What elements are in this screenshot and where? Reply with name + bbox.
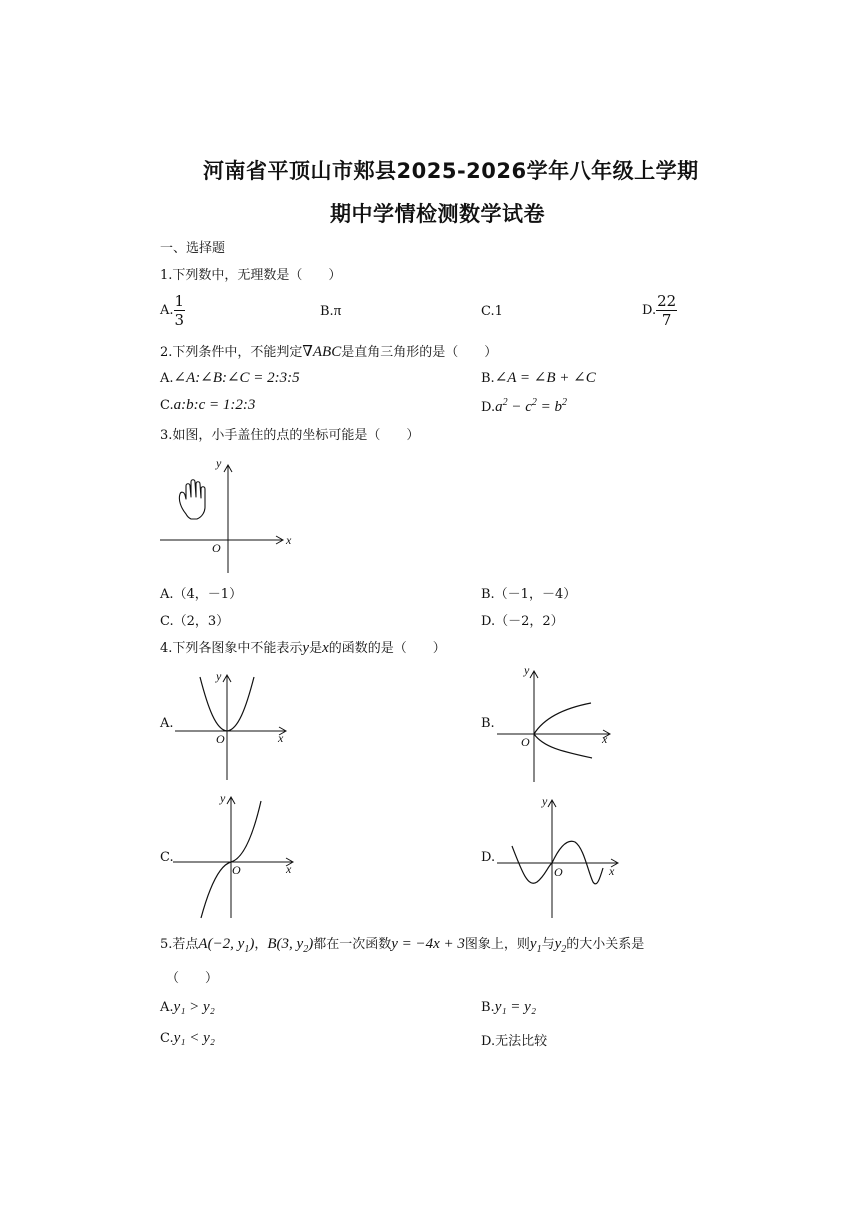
option-value: y₁ < y₂ (173, 1030, 215, 1046)
q3-stem: 3.如图，小手盖住的点的坐标可能是（ ） (160, 428, 420, 443)
q3-option-b[interactable]: B.（－1，－4） (481, 587, 577, 602)
var-y1 (529, 936, 542, 955)
triangle-abc: ∇ABC (302, 344, 342, 360)
q5-option-d[interactable] (481, 1030, 547, 1049)
option-value: a:b:c = 1:2:3 (173, 397, 256, 413)
q5-option-a[interactable] (160, 999, 215, 1016)
y-axis-label: y (542, 794, 548, 808)
x-axis-label: x (602, 732, 608, 746)
exponent: 2 (502, 397, 508, 408)
q4-graph-a (175, 669, 286, 780)
q2-stem-post: 是直角三角形的是（ ） (341, 345, 498, 360)
q4-graph-d (497, 794, 618, 918)
q4-option-b[interactable]: B. (481, 716, 495, 731)
q2-stem-pre: 2.下列条件中，不能判定 (160, 345, 303, 360)
numerator: 22 (657, 292, 677, 310)
q5-stem: 5.若点A(−2, $y_1$)，B(3, $y_2$)都在一次函数y = −4x + 3图象上，则$y_1$与$y_2$的大小关系是 (160, 936, 645, 955)
q4-graph-c (173, 791, 293, 918)
option-value: ∠A:∠B:∠C = 2:3:5 (173, 370, 300, 386)
linear-function: y = −4x + 3 (391, 936, 465, 952)
q4-graph-b (497, 663, 610, 782)
var-y: y (302, 640, 310, 656)
option-label: B. (481, 1000, 495, 1015)
origin-label: O (521, 735, 530, 749)
var: y (554, 936, 562, 952)
origin-label: O (212, 541, 221, 555)
option-label: D. (642, 303, 657, 318)
q5-stem-mid2: 图象上，则 (464, 937, 530, 952)
section-heading: 一、选择题 (160, 241, 226, 256)
point-a-text: A(−2, y (198, 936, 245, 952)
q4-option-d[interactable]: D. (481, 850, 496, 865)
x-axis-label: x (286, 862, 292, 876)
option-label: C. (481, 304, 495, 319)
option-value: y₁ > y₂ (173, 999, 215, 1015)
q5-stem-post: 的大小关系是 (566, 937, 645, 952)
option-label: D. (481, 400, 496, 415)
subscript: 2 (561, 944, 567, 955)
q5-option-b[interactable] (481, 999, 536, 1016)
x-axis-label: x (286, 533, 292, 547)
denominator: 7 (661, 311, 672, 329)
q5-stem-mid: 都在一次函数 (313, 937, 392, 952)
origin-label: O (232, 863, 241, 877)
q4-stem-post: 的函数的是（ ） (328, 641, 446, 656)
subscript: 1 (536, 944, 542, 955)
conjunction: 与 (541, 937, 555, 952)
x-axis-label: x (278, 731, 284, 745)
y-axis-label: y (216, 456, 222, 470)
point-a: A(−2, $y_1$) (198, 936, 255, 955)
q4-option-a[interactable]: A. (160, 716, 174, 731)
var: y (529, 936, 537, 952)
option-label: A. (160, 1000, 174, 1015)
q5-stem-pre: 5.若点 (160, 937, 199, 952)
option-label: C. (160, 1031, 174, 1046)
option-label: D. (481, 1034, 496, 1049)
q4-stem-mid: 是 (309, 641, 323, 656)
page-title-line1: 河南省平顶山市郏县2025-2026学年八年级上学期 (203, 159, 699, 183)
q5-option-c[interactable] (160, 1030, 215, 1047)
q4-stem-pre: 4.下列各图象中不能表示 (160, 641, 303, 656)
y-axis-label: y (216, 669, 222, 683)
option-value: 1 (494, 304, 503, 319)
var-a: a (495, 399, 503, 415)
var-x: x (322, 640, 329, 656)
q3-option-a[interactable]: A.（4，－1） (160, 587, 243, 602)
q3-option-d[interactable]: D.（－2，2） (481, 614, 564, 629)
exponent: 2 (562, 397, 567, 408)
option-value: y₁ = y₂ (494, 999, 537, 1015)
option-label: A. (160, 371, 174, 386)
origin-label: O (554, 865, 563, 879)
q1-stem: 1.下列数中，无理数是（ ） (160, 268, 342, 283)
denominator: 3 (174, 311, 185, 329)
var-b: = b (536, 399, 562, 415)
option-value: ∠A = ∠B + ∠C (494, 370, 596, 386)
option-label: C. (160, 398, 174, 413)
x-axis-label: x (609, 864, 615, 878)
exponent: 2 (531, 397, 537, 408)
var-y2 (554, 936, 567, 955)
subscript: 2 (303, 944, 309, 955)
option-label: B. (481, 371, 495, 386)
option-label: A. (160, 303, 174, 318)
numerator: 1 (174, 292, 185, 310)
point-b-text: B(3, y (267, 936, 304, 952)
option-label: B. (320, 304, 334, 319)
var-c: − c (507, 399, 532, 415)
q5-answer-paren: （ ） (166, 971, 219, 986)
option-value: 无法比较 (495, 1034, 548, 1049)
point-b: B(3, $y_2$) (267, 936, 314, 955)
q4-option-c[interactable]: C. (160, 850, 174, 865)
pi-value: π (333, 303, 342, 319)
y-axis-label: y (220, 791, 226, 805)
origin-label: O (216, 732, 225, 746)
q3-option-c[interactable]: C.（2，3） (160, 614, 230, 629)
y-axis-label: y (524, 663, 530, 677)
page-title-line2: 期中学情检测数学试卷 (330, 202, 545, 226)
subscript: 1 (244, 944, 250, 955)
